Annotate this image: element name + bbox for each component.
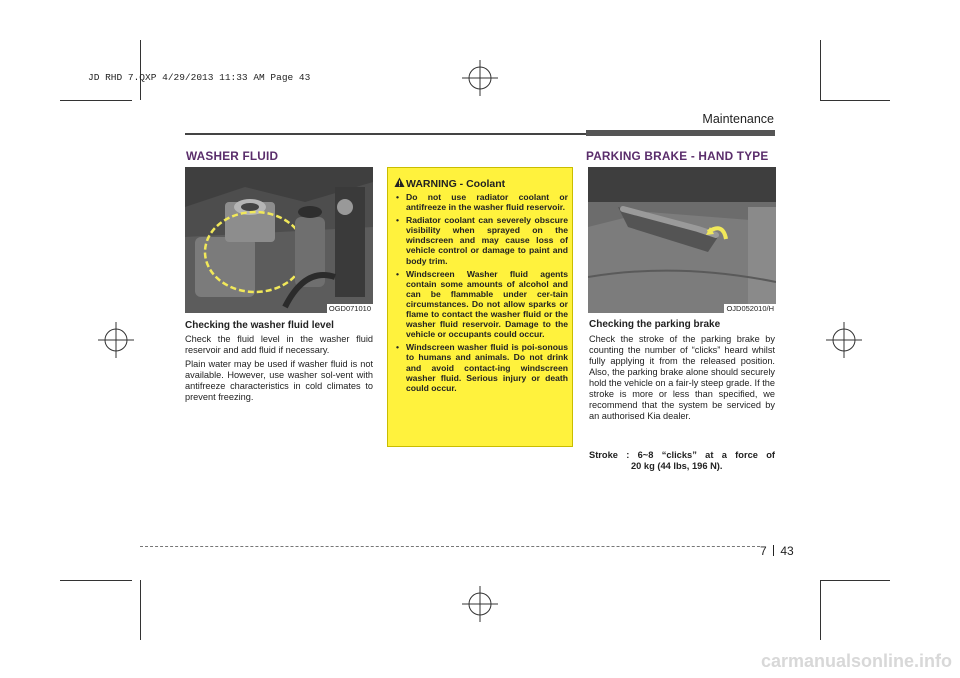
crop-mark <box>140 40 141 100</box>
registration-mark-icon <box>462 60 498 96</box>
chapter-number: 7 <box>760 544 767 558</box>
washer-fluid-heading: WASHER FLUID <box>186 149 279 163</box>
parking-paragraph: Check the stroke of the parking brake by counting the number of “clicks” heard whilst fully applying it from the released position. Also, the parking brake alone should securely hold the vehicle on a fair-ly steep grade. If the stroke is more or less than specified, we recommend that the system be serviced by an authorised Kia dealer. <box>589 334 775 421</box>
header-rule-accent <box>586 130 775 136</box>
crop-mark <box>60 580 132 581</box>
crop-mark <box>820 580 821 640</box>
crop-mark <box>60 100 132 101</box>
stroke-spec <box>589 450 775 472</box>
section-title: Maintenance <box>702 112 774 126</box>
registration-mark-icon <box>826 322 862 358</box>
warning-box <box>387 167 573 447</box>
crop-mark <box>820 580 890 581</box>
warning-triangle-icon <box>394 177 405 188</box>
washer-subheading: Checking the washer fluid level <box>185 320 334 331</box>
registration-mark-icon <box>98 322 134 358</box>
washer-body <box>185 334 373 406</box>
photo-code: OGD071010 <box>328 304 371 313</box>
washer-paragraph: Check the fluid level in the washer fluid reservoir and add fluid if necessary. <box>185 334 373 355</box>
parking-brake-photo <box>588 167 776 313</box>
warning-item: • Radiator coolant can severely obscure visibility when sprayed on the windscreen and may cause loss of vehicle control or damage to paint and body trim. <box>396 215 568 265</box>
page-footer-rule <box>140 546 760 547</box>
parking-subheading: Checking the parking brake <box>589 319 721 330</box>
footer-watermark: carmanualsonline.info <box>760 651 952 671</box>
parking-brake-heading: PARKING BRAKE - HAND TYPE <box>586 149 769 163</box>
stroke-spec-line: 20 kg (44 lbs, 196 N). <box>631 461 723 471</box>
registration-mark-icon <box>462 586 498 622</box>
engine-bay-illustration <box>185 167 373 313</box>
warning-list <box>396 192 568 396</box>
page-number <box>760 544 794 558</box>
washer-paragraph: Plain water may be used if washer fluid is not available. However, use washer sol-vent with antifreeze characteristics in cold climates to prevent freezing. <box>185 359 373 402</box>
washer-reservoir-photo <box>185 167 373 313</box>
warning-item: • Windscreen washer fluid is poi-sonous to humans and animals. Do not drink and avoid contact-ing windscreen washer fluid. Serious injury or death could occur. <box>396 342 568 392</box>
stroke-spec-line: Stroke : 6~8 “clicks” at a force of <box>589 450 775 460</box>
hand-brake-illustration <box>588 167 776 313</box>
page-number-value: 43 <box>780 544 794 558</box>
print-header: JD RHD 7.QXP 4/29/2013 11:33 AM Page 43 <box>88 72 311 83</box>
warning-item: • Do not use radiator coolant or antifreeze in the washer fluid reservoir. <box>396 192 568 212</box>
page-divider <box>773 545 774 556</box>
warning-topic: Coolant <box>466 178 506 190</box>
crop-mark <box>140 580 141 640</box>
photo-code: OJD052010/H <box>726 304 774 313</box>
warning-label: WARNING - <box>406 178 467 190</box>
parking-body <box>589 334 775 425</box>
crop-mark <box>820 40 821 100</box>
warning-title <box>406 178 505 190</box>
warning-item: • Windscreen Washer fluid agents contain some amounts of alcohol and can be flammable under cer-tain circumstances. Do not allow sparks or flame to contact the washer fluid or the washer fluid reservoir. Damage to the vehicle or occupants could occur. <box>396 269 568 340</box>
crop-mark <box>820 100 890 101</box>
